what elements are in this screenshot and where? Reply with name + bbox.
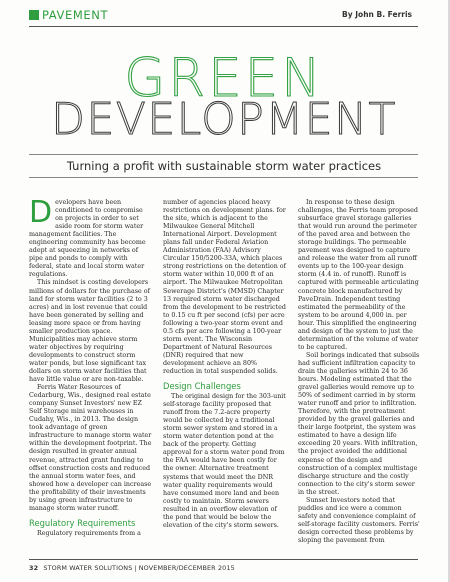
- drop-cap: D: [29, 195, 53, 230]
- body-paragraph: Sunset Investors noted that puddles and ice were a common safety and convenience complaint of self-storage facility customers. Ferris' design corrected these problems by sloping the pavement from: [298, 496, 420, 544]
- headline-line-1: GREEN: [124, 48, 324, 109]
- subtitle-rule-top: [29, 154, 418, 155]
- section-marker-square: [29, 10, 39, 20]
- body-paragraph: This mindset is costing developers millions of dollars for the purchase of land for storm water facilities (2 to 3 acres) and in lost revenue that could have been generated by selling and leasing more space or from having smaller production space. Municipalities may achieve storm water objectives by requiring developments to construct storm water ponds, but lose significant tax dollars on storm water facilities that have little value or are non-taxable.: [29, 279, 150, 384]
- subheading-design-challenges: Design Challenges: [163, 381, 241, 392]
- issue-date: NOVEMBER/DECEMBER 2015: [138, 564, 235, 572]
- body-paragraph: Ferris Water Resources of Cedarburg, Wis., designed real estate company Sunset Investors' new EZ Self Storage mini warehouses in Cudahy, Wis., in 2013. The design took advantage of green infrastructure to manage storm water within the development footprint. The design resulted in greater annual revenue, attracted grant funding to offset construction costs and reduced the annual storm water fees, and showed how a developer can increase the profitability of their investments by using green infrastructure to manage storm water runoff.: [29, 384, 152, 512]
- article-column-3: [298, 199, 421, 545]
- body-paragraph: number of agencies placed heavy restrictions on development plans. for the site, which is adjacent to the Milwaukee General Mitchell International Airport. Development plans fall under Federal Aviation Administration (FAA) Advisory Circular 150/5200-33A, which places strong restrictions on the detention of storm water within 10,000 ft of an airport. The Milwaukee Metropolitan Sewerage District's (MMSD) Chapter 13 required storm water discharged from the development to be restricted to 0.15 cu ft per second (cfs) per acre following a two-year storm event and 0.5 cfs per acre following a 100-year storm event. The Wisconsin Department of Natural Resources (DNR) required that new development achieve an 80% reduction in total suspended solids.: [163, 199, 286, 375]
- lead-paragraph: [29, 195, 152, 279]
- headline-line-2: DEVELOPMENT: [51, 94, 397, 145]
- subtitle-rule-bottom: [29, 177, 418, 178]
- subheading-regulatory-requirements: Regulatory Requirements: [29, 517, 136, 528]
- page-number: 32: [29, 564, 39, 572]
- lead-paragraph-text: evelopers have been conditioned to compromise on projects in order to set aside room for storm water management facilities. The engineering community has become adept at squeezing in networks of pipe and ponds to comply with federal, state and local storm water regulations.: [29, 199, 146, 279]
- body-paragraph: Soil borings indicated that subsoils had sufficient infiltration capacity to drain the galleries within 24 to 36 hours. Modeling estimated that the gravel galleries would remove up to 50% of sediment carried in by storm water runoff and prior to infiltration. Therefore, with the pretreatment provided by the gravel galleries and their large footprint, the system was estimated to have a design life exceeding 20 years. With infiltration, the project avoided the additional expense of the design and construction of a complex multistage discharge structure and the costly connection to the city's storm sewer in the street.: [298, 351, 420, 496]
- footer-separator: |: [134, 564, 137, 572]
- article-column-1: [29, 195, 152, 538]
- body-paragraph: The original design for the 303-unit self-storage facility proposed that runoff from the 7.2-acre property would be collected by a traditional storm sewer system and stored in a storm water detention pond at the back of the property. Getting approval for a storm water pond from the FAA would have been costly for the owner. Alternative treatment systems that would meet the DNR water quality requirements would have consumed more land and been costly to maintain. Storm sewers resulted in an overflow elevation of the pond that would be below the elevation of the city's storm sewers.: [163, 393, 286, 529]
- body-paragraph: Regulatory requirements from a: [37, 529, 141, 537]
- article-column-2: [163, 199, 286, 530]
- byline: By John B. Ferris: [342, 10, 412, 19]
- body-paragraph: In response to these design challenges, the Ferris team proposed subsurface gravel storage galleries that would run around the perimeter of the paved area and between the storage buildings. The permeable pavement was designed to capture and release the water from all runoff events up to the 100-year design storm (4.4 in. of runoff). Runoff is captured with permeable articulating concrete block manufactured by PaveDrain. Independent testing estimated the permeability of the system to be around 4,000 in. per hour. This simplified the engineering and design of the system to just the determination of the volume of water to be captured.: [298, 199, 419, 351]
- footer-rule: [29, 559, 418, 560]
- section-label: PAVEMENT: [42, 8, 109, 22]
- header-rule: [29, 26, 418, 27]
- section-tag: [29, 8, 108, 22]
- publication-name: STORM WATER SOLUTIONS: [43, 564, 133, 572]
- page-footer: [29, 564, 235, 572]
- subtitle: Turning a profit with sustainable storm water practices: [66, 159, 382, 173]
